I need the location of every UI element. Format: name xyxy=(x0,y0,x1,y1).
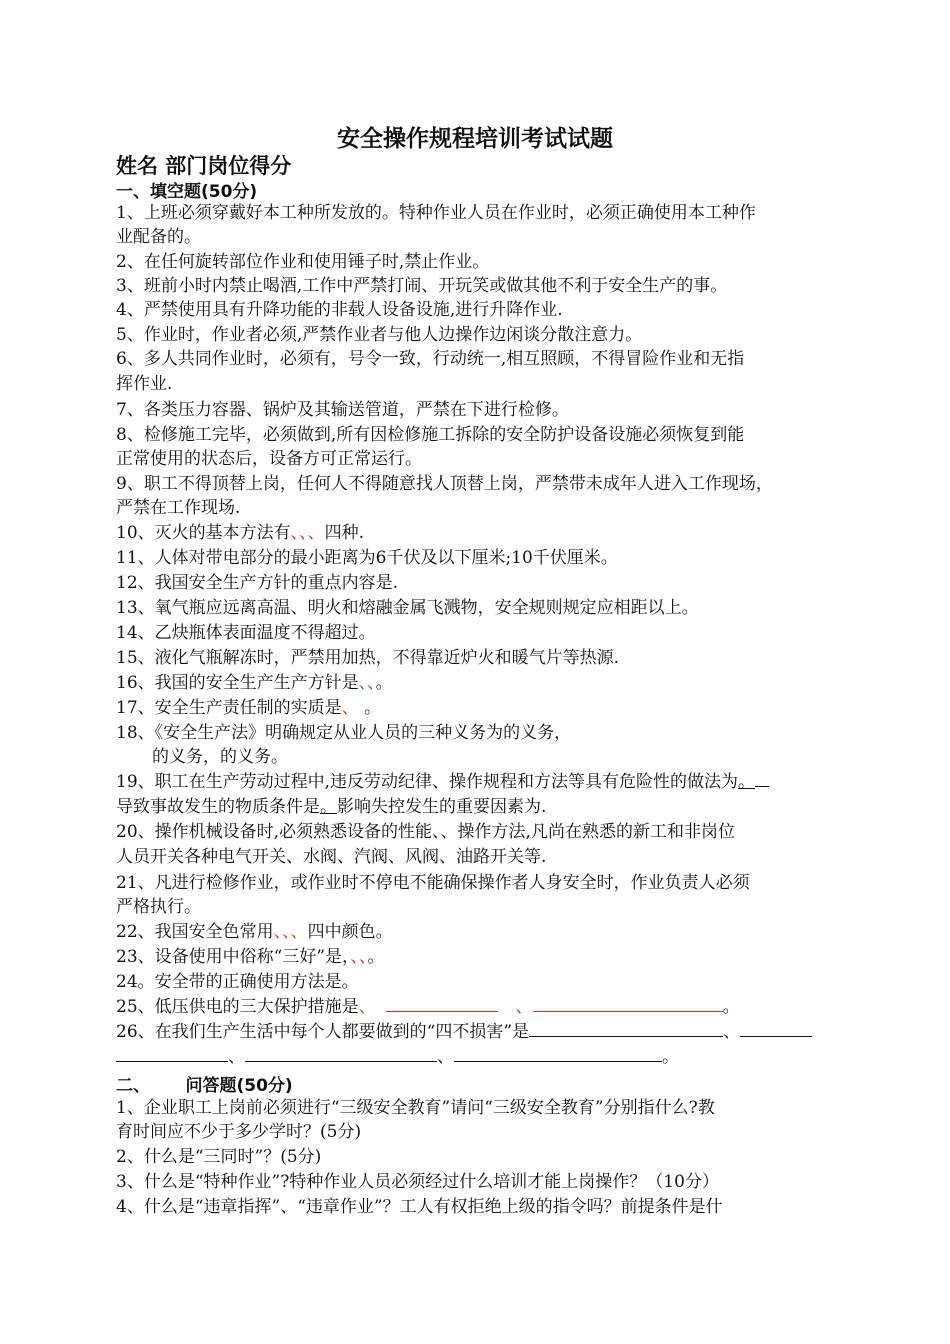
page-title: 安全操作规程培训考试试题 xyxy=(337,126,613,152)
question-26-line1 xyxy=(116,1021,812,1043)
question-16-text: 16、我国的安全生产生产方针是 xyxy=(116,673,359,693)
question-13: 13、氧气瓶应远离高温、明火和熔融金属飞溅物，安全规则规定应相距以上。 xyxy=(116,598,699,618)
question-16 xyxy=(116,672,393,694)
question-21-line1: 21、凡进行检修作业，或作业时不停电不能确保操作者人身安全时，作业负责人必须 xyxy=(116,873,750,893)
question-26-sep3: 、 xyxy=(437,1047,454,1067)
question-19-cond: 导致事故发生的物质条件是 xyxy=(116,797,320,817)
question-14: 14、乙炔瓶体表面温度不得超过。 xyxy=(116,623,376,643)
question-26-sep2: 、 xyxy=(228,1047,245,1067)
question-18-line1: 18、《安全生产法》明确规定从业人员的三种义务为的义务， xyxy=(116,723,572,743)
question-3: 3、班前小时内禁止喝酒,工作中严禁打闹、开玩笑或做其他不利于安全生产的事。 xyxy=(116,276,728,296)
question-26-text: 26、在我们生产生活中每个人都要做到的“四不损害”是 xyxy=(116,1022,530,1042)
question-8-line1: 8、检修施工完毕，必须做到,所有因检修施工拆除的安全防护设备设施必须恢复到能 xyxy=(116,425,745,445)
question-17-text: 17、安全生产责任制的实质是 xyxy=(116,698,342,718)
question-25 xyxy=(116,996,740,1018)
question-1-line1: 1、上班必须穿戴好本工种所发放的。特种作业人员在作业时，必须正确使用本工种作 xyxy=(116,203,756,223)
question-26-blank4 xyxy=(454,1047,662,1062)
question-22-text: 22、我国安全色常用 xyxy=(116,922,274,942)
question-23 xyxy=(116,946,385,968)
question-26-sep1: 、 xyxy=(723,1022,741,1042)
question-1-line2: 业配备的。 xyxy=(116,227,201,247)
question-16-end: 。 xyxy=(375,673,393,693)
section-qa: 二、 问答题(50分) xyxy=(116,1076,293,1096)
question-10 xyxy=(116,522,364,544)
question-6-line1: 6、多人共同作业时，必须有，号令一致，行动统一,相互照顾，不得冒险作业和无指 xyxy=(116,349,745,369)
question-9-line1: 9、职工不得顶替上岗，任何人不得随意找人顶替上岗，严禁带未成年人进入工作现场， xyxy=(116,474,773,494)
question-26-blank1 xyxy=(529,1022,723,1037)
question-20-line1: 20、操作机械设备时,必须熟悉设备的性能、、操作方法,凡尚在熟悉的新工和非岗位 xyxy=(116,822,735,842)
question-5: 5、作业时，作业者必须,严禁作业者与他人边操作边闲谈分散注意力。 xyxy=(116,325,643,345)
question-23-text: 23、设备使用中俗称“三好”是， xyxy=(116,947,351,967)
question-7: 7、各类压力容器、锅炉及其输送管道，严禁在下进行检修。 xyxy=(116,400,569,420)
answer-question-3: 3、什么是“特种作业”?特种作业人员必须经过什么培训才能上岗操作？（10分） xyxy=(116,1172,719,1192)
question-17 xyxy=(116,697,381,719)
answer-question-1-line1: 1、企业职工上岗前必须进行“三级安全教育”请问“三级安全教育”分别指什么?教 xyxy=(116,1098,715,1118)
question-19-end: 影响失控发生的重要因素为. xyxy=(337,797,547,817)
question-26-blank2a xyxy=(740,1022,812,1037)
question-22-end: 四中颜色。 xyxy=(307,922,393,942)
question-9-line2: 严禁在工作现场. xyxy=(116,498,241,518)
question-20-line2: 人员开关各种电气开关、水阀、汽阀、风阀、油路开关等. xyxy=(116,847,547,867)
section-fill-blank: 一、填空题(50分) xyxy=(116,182,258,202)
question-24: 24。安全带的正确使用方法是。 xyxy=(116,972,359,992)
question-11: 11、人体对带电部分的最小距离为6千伏及以下厘米;10千伏厘米。 xyxy=(116,548,618,568)
question-25-end: 。 xyxy=(722,997,740,1017)
question-6-line2: 挥作业. xyxy=(116,374,173,394)
question-10-end: 四种. xyxy=(324,523,365,543)
question-25-blank2 xyxy=(533,997,723,1012)
question-19-line1 xyxy=(116,771,769,793)
answer-question-1-line2: 育时间应不少于多少学时？(5分) xyxy=(116,1122,362,1142)
question-10-blanks: 、、、 xyxy=(290,523,325,543)
question-4: 4、严禁使用具有升降功能的非载人设备设施,进行升降作业. xyxy=(116,300,563,320)
question-17-end: 。 xyxy=(358,698,382,718)
question-18-line2: 的义务，的义务。 xyxy=(152,747,288,767)
question-22-blanks: 、、、 xyxy=(273,922,308,942)
question-23-end: 。 xyxy=(367,947,385,967)
question-25-sep2: 、 xyxy=(515,997,533,1017)
question-15: 15、液化气瓶解冻时，严禁用加热，不得靠近炉火和暖气片等热源. xyxy=(116,648,620,668)
question-17-blanks: 、 xyxy=(341,698,359,718)
question-16-blanks: 、、 xyxy=(358,673,376,693)
question-2: 2、在任何旋转部位作业和使用锤子时,禁止作业。 xyxy=(116,252,490,272)
question-22 xyxy=(116,921,393,943)
question-25-blank1 xyxy=(386,997,498,1012)
question-26-blank2b xyxy=(116,1047,228,1062)
question-12: 12、我国安全生产方针的重点内容是. xyxy=(116,573,399,593)
question-8-line2: 正常使用的状态后，设备方可正常运行。 xyxy=(116,449,422,469)
question-23-blanks: 、、 xyxy=(350,947,368,967)
question-26-end: 。 xyxy=(662,1047,679,1067)
question-19-blank2: 。 xyxy=(320,797,337,817)
question-25-sep1: 、 xyxy=(358,997,376,1017)
question-19-text: 19、职工在生产劳动过程中,违反劳动纪律、操作规程和方法等具有危险性的做法为 xyxy=(116,772,739,792)
answer-question-4: 4、什么是“违章指挥”、“违章作业”？工人有权拒绝上级的指令吗？前提条件是什 xyxy=(116,1197,723,1217)
question-10-text: 10、灭火的基本方法有 xyxy=(116,523,291,543)
answer-question-2: 2、什么是“三同时”？(5分) xyxy=(116,1147,322,1167)
question-19-blank: 。 xyxy=(738,772,756,792)
question-26-blank3 xyxy=(245,1047,437,1062)
name-dept-header: 姓名 部门岗位得分 xyxy=(116,154,292,178)
question-26-line2 xyxy=(116,1046,679,1068)
question-21-line2: 严格执行。 xyxy=(116,897,201,917)
question-25-text: 25、低压供电的三大保护措施是 xyxy=(116,997,359,1017)
question-19-line2 xyxy=(116,796,546,818)
question-19-blank-line xyxy=(755,772,769,787)
